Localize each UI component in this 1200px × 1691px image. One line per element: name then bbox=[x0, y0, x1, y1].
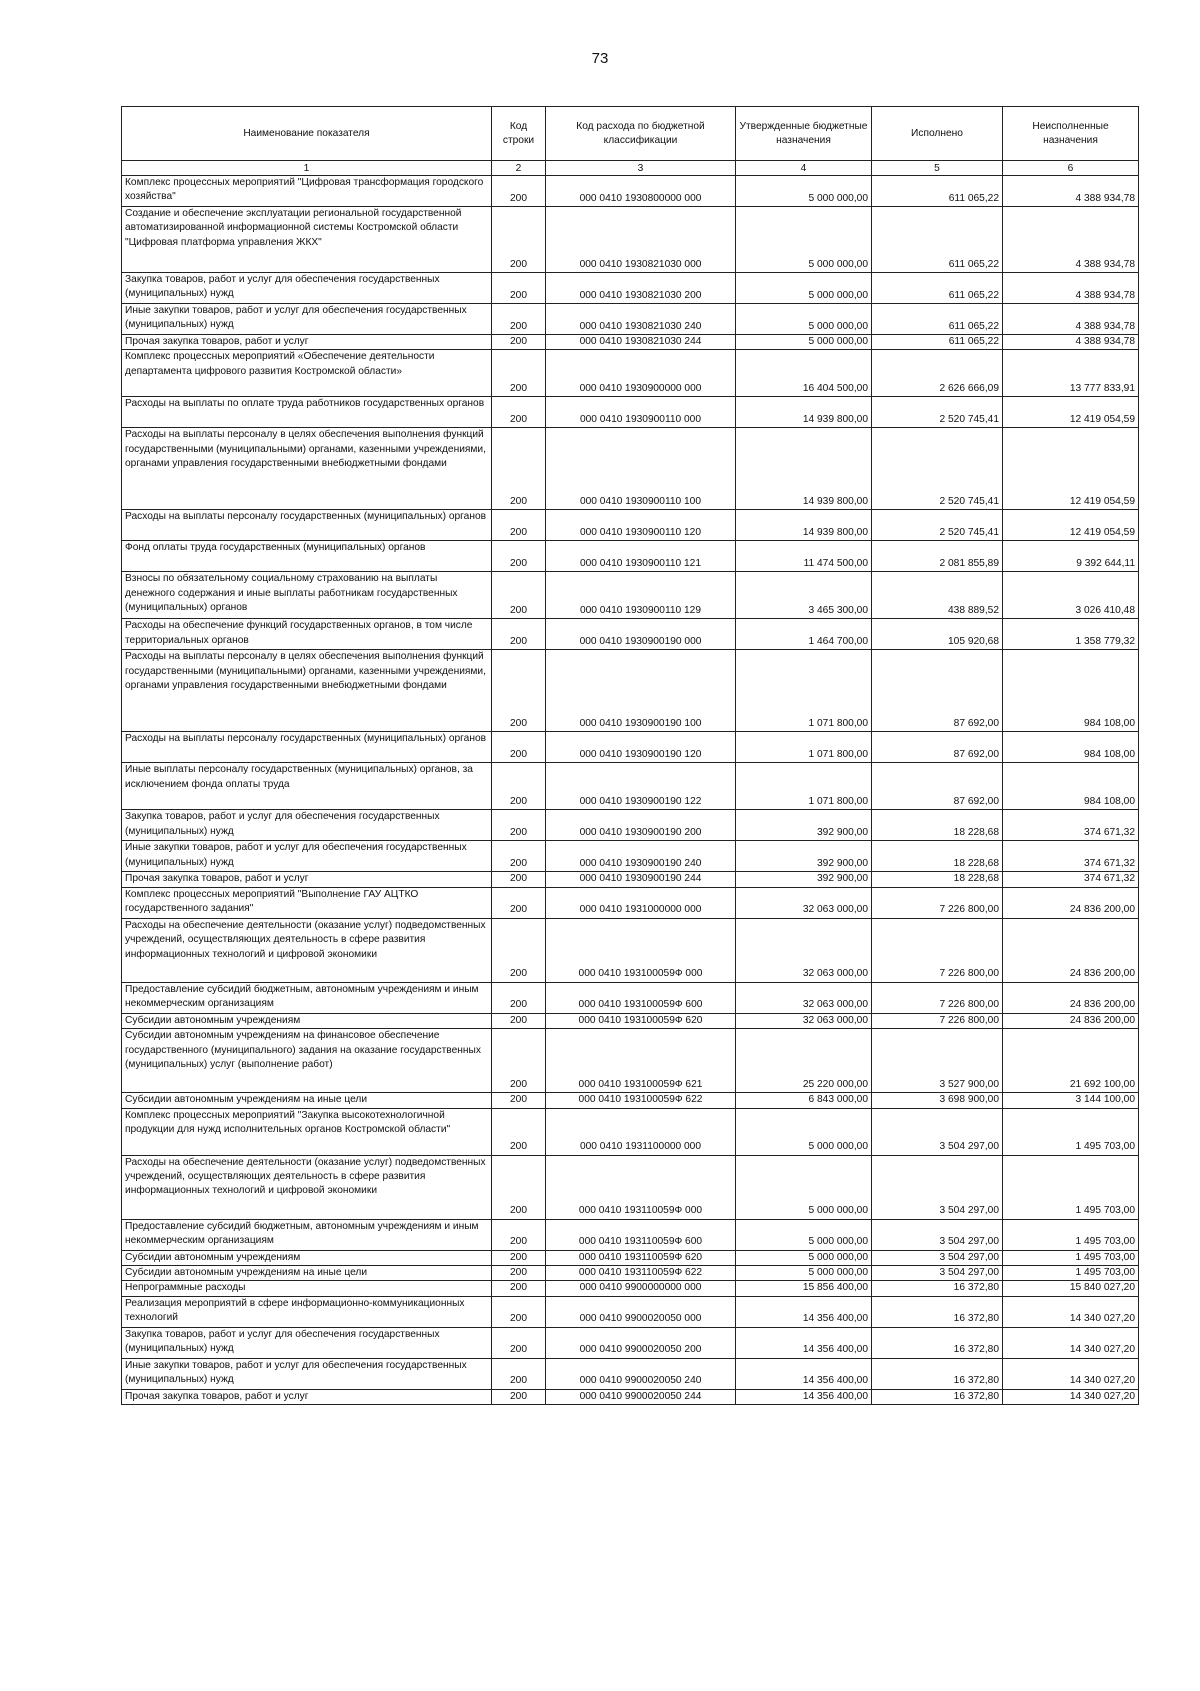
table-row bbox=[122, 1219, 1139, 1250]
indicator-name-cell: Создание и обеспечение эксплуатации региональной государственной автоматизированной информационной системы Костромской области "Цифровая платформа управления ЖКХ" bbox=[122, 207, 492, 273]
executed-amount-cell: 7 226 800,00 bbox=[872, 887, 1003, 918]
indicator-name-cell: Прочая закупка товаров, работ и услуг bbox=[122, 335, 492, 350]
executed-amount-cell: 3 698 900,00 bbox=[872, 1093, 1003, 1108]
executed-amount-cell: 105 920,68 bbox=[872, 619, 1003, 650]
indicator-name-cell: Фонд оплаты труда государственных (муниципальных) органов bbox=[122, 541, 492, 572]
unexecuted-amount-cell: 374 671,32 bbox=[1003, 810, 1139, 841]
line-code-cell: 200 bbox=[492, 1108, 546, 1155]
classification-code-cell: 000 0410 193100059Ф 620 bbox=[546, 1013, 736, 1028]
line-code-cell: 200 bbox=[492, 572, 546, 619]
header-code: Код строки bbox=[492, 107, 546, 161]
line-code-cell: 200 bbox=[492, 1013, 546, 1028]
indicator-name-cell: Расходы на выплаты персоналу в целях обеспечения выполнения функций государственными (муниципальными) органами, казенными учреждениями, органами управления государственными внебюджетными фондами bbox=[122, 650, 492, 732]
unexecuted-amount-cell: 1 495 703,00 bbox=[1003, 1250, 1139, 1265]
header-unexecuted: Неисполненные назначения bbox=[1003, 107, 1139, 161]
unexecuted-amount-cell: 984 108,00 bbox=[1003, 763, 1139, 810]
classification-code-cell: 000 0410 1930900110 121 bbox=[546, 541, 736, 572]
line-code-cell: 200 bbox=[492, 1327, 546, 1358]
unexecuted-amount-cell: 374 671,32 bbox=[1003, 841, 1139, 872]
classification-code-cell: 000 0410 1930821030 240 bbox=[546, 304, 736, 335]
unexecuted-amount-cell: 3 026 410,48 bbox=[1003, 572, 1139, 619]
classification-code-cell: 000 0410 1930821030 000 bbox=[546, 207, 736, 273]
executed-amount-cell: 3 504 297,00 bbox=[872, 1219, 1003, 1250]
approved-amount-cell: 3 465 300,00 bbox=[736, 572, 872, 619]
classification-code-cell: 000 0410 193100059Ф 621 bbox=[546, 1029, 736, 1093]
indicator-name-cell: Непрограммные расходы bbox=[122, 1281, 492, 1296]
executed-amount-cell: 16 372,80 bbox=[872, 1296, 1003, 1327]
classification-code-cell: 000 0410 9900020050 200 bbox=[546, 1327, 736, 1358]
approved-amount-cell: 14 356 400,00 bbox=[736, 1327, 872, 1358]
approved-amount-cell: 32 063 000,00 bbox=[736, 887, 872, 918]
approved-amount-cell: 32 063 000,00 bbox=[736, 1013, 872, 1028]
line-code-cell: 200 bbox=[492, 918, 546, 982]
column-number: 3 bbox=[546, 161, 736, 176]
unexecuted-amount-cell: 1 495 703,00 bbox=[1003, 1108, 1139, 1155]
column-number: 6 bbox=[1003, 161, 1139, 176]
indicator-name-cell: Реализация мероприятий в сфере информационно-коммуникационных технологий bbox=[122, 1296, 492, 1327]
indicator-name-cell: Расходы на выплаты персоналу в целях обеспечения выполнения функций государственными (муниципальными) органами, казенными учреждениями, органами управления государственными внебюджетными фондами bbox=[122, 428, 492, 510]
header-classification: Код расхода по бюджетной классификации bbox=[546, 107, 736, 161]
classification-code-cell: 000 0410 193100059Ф 000 bbox=[546, 918, 736, 982]
classification-code-cell: 000 0410 1930900190 240 bbox=[546, 841, 736, 872]
line-code-cell: 200 bbox=[492, 176, 546, 207]
table-row bbox=[122, 1296, 1139, 1327]
table-row bbox=[122, 841, 1139, 872]
classification-code-cell: 000 0410 1930900110 000 bbox=[546, 397, 736, 428]
executed-amount-cell: 3 504 297,00 bbox=[872, 1250, 1003, 1265]
line-code-cell: 200 bbox=[492, 810, 546, 841]
indicator-name-cell: Иные выплаты персоналу государственных (муниципальных) органов, за исключением фонда оплаты труда bbox=[122, 763, 492, 810]
approved-amount-cell: 5 000 000,00 bbox=[736, 335, 872, 350]
approved-amount-cell: 392 900,00 bbox=[736, 872, 872, 887]
classification-code-cell: 000 0410 193110059Ф 622 bbox=[546, 1266, 736, 1281]
line-code-cell: 200 bbox=[492, 841, 546, 872]
table-row bbox=[122, 304, 1139, 335]
indicator-name-cell: Прочая закупка товаров, работ и услуг bbox=[122, 872, 492, 887]
executed-amount-cell: 7 226 800,00 bbox=[872, 982, 1003, 1013]
executed-amount-cell: 18 228,68 bbox=[872, 810, 1003, 841]
approved-amount-cell: 1 464 700,00 bbox=[736, 619, 872, 650]
approved-amount-cell: 6 843 000,00 bbox=[736, 1093, 872, 1108]
unexecuted-amount-cell: 3 144 100,00 bbox=[1003, 1093, 1139, 1108]
table-row bbox=[122, 541, 1139, 572]
line-code-cell: 200 bbox=[492, 428, 546, 510]
table-row bbox=[122, 176, 1139, 207]
unexecuted-amount-cell: 13 777 833,91 bbox=[1003, 350, 1139, 397]
table-row bbox=[122, 1250, 1139, 1265]
column-number: 1 bbox=[122, 161, 492, 176]
table-row bbox=[122, 1327, 1139, 1358]
column-number-row bbox=[122, 161, 1139, 176]
approved-amount-cell: 14 939 800,00 bbox=[736, 510, 872, 541]
approved-amount-cell: 392 900,00 bbox=[736, 841, 872, 872]
table-row bbox=[122, 273, 1139, 304]
executed-amount-cell: 611 065,22 bbox=[872, 304, 1003, 335]
table-body bbox=[122, 176, 1139, 1405]
classification-code-cell: 000 0410 1930900190 200 bbox=[546, 810, 736, 841]
table-row bbox=[122, 872, 1139, 887]
unexecuted-amount-cell: 4 388 934,78 bbox=[1003, 273, 1139, 304]
line-code-cell: 200 bbox=[492, 619, 546, 650]
classification-code-cell: 000 0410 193100059Ф 622 bbox=[546, 1093, 736, 1108]
unexecuted-amount-cell: 21 692 100,00 bbox=[1003, 1029, 1139, 1093]
line-code-cell: 200 bbox=[492, 982, 546, 1013]
unexecuted-amount-cell: 15 840 027,20 bbox=[1003, 1281, 1139, 1296]
unexecuted-amount-cell: 4 388 934,78 bbox=[1003, 335, 1139, 350]
line-code-cell: 200 bbox=[492, 510, 546, 541]
approved-amount-cell: 14 939 800,00 bbox=[736, 397, 872, 428]
line-code-cell: 200 bbox=[492, 650, 546, 732]
executed-amount-cell: 2 520 745,41 bbox=[872, 428, 1003, 510]
classification-code-cell: 000 0410 9900000000 000 bbox=[546, 1281, 736, 1296]
indicator-name-cell: Закупка товаров, работ и услуг для обеспечения государственных (муниципальных) нужд bbox=[122, 810, 492, 841]
approved-amount-cell: 5 000 000,00 bbox=[736, 1219, 872, 1250]
table-row bbox=[122, 763, 1139, 810]
line-code-cell: 200 bbox=[492, 1281, 546, 1296]
table-row bbox=[122, 397, 1139, 428]
line-code-cell: 200 bbox=[492, 1358, 546, 1389]
line-code-cell: 200 bbox=[492, 335, 546, 350]
unexecuted-amount-cell: 14 340 027,20 bbox=[1003, 1389, 1139, 1404]
executed-amount-cell: 3 504 297,00 bbox=[872, 1266, 1003, 1281]
executed-amount-cell: 611 065,22 bbox=[872, 207, 1003, 273]
classification-code-cell: 000 0410 193100059Ф 600 bbox=[546, 982, 736, 1013]
line-code-cell: 200 bbox=[492, 732, 546, 763]
classification-code-cell: 000 0410 1931100000 000 bbox=[546, 1108, 736, 1155]
table-row bbox=[122, 732, 1139, 763]
column-number: 4 bbox=[736, 161, 872, 176]
approved-amount-cell: 5 000 000,00 bbox=[736, 176, 872, 207]
indicator-name-cell: Прочая закупка товаров, работ и услуг bbox=[122, 1389, 492, 1404]
indicator-name-cell: Субсидии автономным учреждениям на иные цели bbox=[122, 1093, 492, 1108]
table-row bbox=[122, 650, 1139, 732]
executed-amount-cell: 2 520 745,41 bbox=[872, 510, 1003, 541]
table-row bbox=[122, 1093, 1139, 1108]
table-row bbox=[122, 1108, 1139, 1155]
table-row bbox=[122, 1266, 1139, 1281]
line-code-cell: 200 bbox=[492, 1219, 546, 1250]
unexecuted-amount-cell: 14 340 027,20 bbox=[1003, 1358, 1139, 1389]
budget-execution-table bbox=[121, 106, 1139, 1405]
classification-code-cell: 000 0410 1930900190 000 bbox=[546, 619, 736, 650]
unexecuted-amount-cell: 12 419 054,59 bbox=[1003, 510, 1139, 541]
executed-amount-cell: 3 504 297,00 bbox=[872, 1155, 1003, 1219]
classification-code-cell: 000 0410 1930821030 244 bbox=[546, 335, 736, 350]
executed-amount-cell: 2 520 745,41 bbox=[872, 397, 1003, 428]
table-row bbox=[122, 1013, 1139, 1028]
indicator-name-cell: Комплекс процессных мероприятий "Закупка высокотехнологичной продукции для нужд исполнительных органов Костромской области" bbox=[122, 1108, 492, 1155]
approved-amount-cell: 14 939 800,00 bbox=[736, 428, 872, 510]
approved-amount-cell: 15 856 400,00 bbox=[736, 1281, 872, 1296]
table-row bbox=[122, 810, 1139, 841]
line-code-cell: 200 bbox=[492, 273, 546, 304]
unexecuted-amount-cell: 374 671,32 bbox=[1003, 872, 1139, 887]
indicator-name-cell: Расходы на выплаты персоналу государственных (муниципальных) органов bbox=[122, 732, 492, 763]
classification-code-cell: 000 0410 193110059Ф 620 bbox=[546, 1250, 736, 1265]
approved-amount-cell: 14 356 400,00 bbox=[736, 1296, 872, 1327]
indicator-name-cell: Иные закупки товаров, работ и услуг для обеспечения государственных (муниципальных) нужд bbox=[122, 841, 492, 872]
executed-amount-cell: 16 372,80 bbox=[872, 1358, 1003, 1389]
indicator-name-cell: Предоставление субсидий бюджетным, автономным учреждениям и иным некоммерческим организациям bbox=[122, 1219, 492, 1250]
classification-code-cell: 000 0410 1930821030 200 bbox=[546, 273, 736, 304]
indicator-name-cell: Закупка товаров, работ и услуг для обеспечения государственных (муниципальных) нужд bbox=[122, 1327, 492, 1358]
indicator-name-cell: Расходы на выплаты персоналу государственных (муниципальных) органов bbox=[122, 510, 492, 541]
classification-code-cell: 000 0410 1930900190 244 bbox=[546, 872, 736, 887]
table-row bbox=[122, 335, 1139, 350]
line-code-cell: 200 bbox=[492, 207, 546, 273]
executed-amount-cell: 7 226 800,00 bbox=[872, 918, 1003, 982]
line-code-cell: 200 bbox=[492, 1029, 546, 1093]
executed-amount-cell: 3 527 900,00 bbox=[872, 1029, 1003, 1093]
executed-amount-cell: 2 081 855,89 bbox=[872, 541, 1003, 572]
executed-amount-cell: 438 889,52 bbox=[872, 572, 1003, 619]
classification-code-cell: 000 0410 1930900110 120 bbox=[546, 510, 736, 541]
unexecuted-amount-cell: 4 388 934,78 bbox=[1003, 176, 1139, 207]
table-row bbox=[122, 1389, 1139, 1404]
line-code-cell: 200 bbox=[492, 1296, 546, 1327]
table-row bbox=[122, 982, 1139, 1013]
classification-code-cell: 000 0410 9900020050 244 bbox=[546, 1389, 736, 1404]
executed-amount-cell: 16 372,80 bbox=[872, 1281, 1003, 1296]
indicator-name-cell: Взносы по обязательному социальному страхованию на выплаты денежного содержания и иные выплаты работникам государственных (муниципальных) органов bbox=[122, 572, 492, 619]
indicator-name-cell: Расходы на обеспечение деятельности (оказание услуг) подведомственных учреждений, осуществляющих деятельность в сфере развития информационных технологий и цифровой экономики bbox=[122, 918, 492, 982]
table-header-row bbox=[122, 107, 1139, 161]
executed-amount-cell: 18 228,68 bbox=[872, 841, 1003, 872]
classification-code-cell: 000 0410 193110059Ф 000 bbox=[546, 1155, 736, 1219]
column-number: 5 bbox=[872, 161, 1003, 176]
indicator-name-cell: Комплекс процессных мероприятий «Обеспечение деятельности департамента цифрового развития Костромской области» bbox=[122, 350, 492, 397]
indicator-name-cell: Расходы на обеспечение функций государственных органов, в том числе территориальных органов bbox=[122, 619, 492, 650]
approved-amount-cell: 32 063 000,00 bbox=[736, 982, 872, 1013]
executed-amount-cell: 18 228,68 bbox=[872, 872, 1003, 887]
unexecuted-amount-cell: 24 836 200,00 bbox=[1003, 887, 1139, 918]
classification-code-cell: 000 0410 9900020050 000 bbox=[546, 1296, 736, 1327]
line-code-cell: 200 bbox=[492, 872, 546, 887]
classification-code-cell: 000 0410 1930800000 000 bbox=[546, 176, 736, 207]
table-row bbox=[122, 572, 1139, 619]
classification-code-cell: 000 0410 1930900190 100 bbox=[546, 650, 736, 732]
header-approved: Утвержденные бюджетные назначения bbox=[736, 107, 872, 161]
line-code-cell: 200 bbox=[492, 763, 546, 810]
classification-code-cell: 000 0410 9900020050 240 bbox=[546, 1358, 736, 1389]
header-name: Наименование показателя bbox=[122, 107, 492, 161]
header-executed: Исполнено bbox=[872, 107, 1003, 161]
approved-amount-cell: 1 071 800,00 bbox=[736, 763, 872, 810]
executed-amount-cell: 2 626 666,09 bbox=[872, 350, 1003, 397]
line-code-cell: 200 bbox=[492, 1266, 546, 1281]
indicator-name-cell: Субсидии автономным учреждениям на финансовое обеспечение государственного (муниципального) задания на оказание государственных (муниципальных) услуг (выполнение работ) bbox=[122, 1029, 492, 1093]
unexecuted-amount-cell: 1 495 703,00 bbox=[1003, 1266, 1139, 1281]
indicator-name-cell: Иные закупки товаров, работ и услуг для обеспечения государственных (муниципальных) нужд bbox=[122, 304, 492, 335]
approved-amount-cell: 392 900,00 bbox=[736, 810, 872, 841]
unexecuted-amount-cell: 984 108,00 bbox=[1003, 650, 1139, 732]
table-row bbox=[122, 510, 1139, 541]
approved-amount-cell: 14 356 400,00 bbox=[736, 1358, 872, 1389]
executed-amount-cell: 3 504 297,00 bbox=[872, 1108, 1003, 1155]
indicator-name-cell: Субсидии автономным учреждениям на иные цели bbox=[122, 1266, 492, 1281]
table-row bbox=[122, 1029, 1139, 1093]
unexecuted-amount-cell: 12 419 054,59 bbox=[1003, 397, 1139, 428]
unexecuted-amount-cell: 1 495 703,00 bbox=[1003, 1155, 1139, 1219]
executed-amount-cell: 16 372,80 bbox=[872, 1327, 1003, 1358]
classification-code-cell: 000 0410 1931000000 000 bbox=[546, 887, 736, 918]
table-row bbox=[122, 1155, 1139, 1219]
executed-amount-cell: 87 692,00 bbox=[872, 650, 1003, 732]
indicator-name-cell: Предоставление субсидий бюджетным, автономным учреждениям и иным некоммерческим организациям bbox=[122, 982, 492, 1013]
unexecuted-amount-cell: 1 358 779,32 bbox=[1003, 619, 1139, 650]
column-number: 2 bbox=[492, 161, 546, 176]
executed-amount-cell: 16 372,80 bbox=[872, 1389, 1003, 1404]
classification-code-cell: 000 0410 1930900190 120 bbox=[546, 732, 736, 763]
approved-amount-cell: 5 000 000,00 bbox=[736, 1108, 872, 1155]
table-row bbox=[122, 1281, 1139, 1296]
line-code-cell: 200 bbox=[492, 1093, 546, 1108]
indicator-name-cell: Субсидии автономным учреждениям bbox=[122, 1250, 492, 1265]
line-code-cell: 200 bbox=[492, 1389, 546, 1404]
unexecuted-amount-cell: 12 419 054,59 bbox=[1003, 428, 1139, 510]
table-row bbox=[122, 207, 1139, 273]
unexecuted-amount-cell: 4 388 934,78 bbox=[1003, 304, 1139, 335]
unexecuted-amount-cell: 24 836 200,00 bbox=[1003, 1013, 1139, 1028]
executed-amount-cell: 611 065,22 bbox=[872, 335, 1003, 350]
table-row bbox=[122, 350, 1139, 397]
table-row bbox=[122, 1358, 1139, 1389]
approved-amount-cell: 5 000 000,00 bbox=[736, 1266, 872, 1281]
approved-amount-cell: 1 071 800,00 bbox=[736, 650, 872, 732]
table-row bbox=[122, 887, 1139, 918]
approved-amount-cell: 1 071 800,00 bbox=[736, 732, 872, 763]
executed-amount-cell: 611 065,22 bbox=[872, 176, 1003, 207]
approved-amount-cell: 32 063 000,00 bbox=[736, 918, 872, 982]
table-row bbox=[122, 918, 1139, 982]
indicator-name-cell: Закупка товаров, работ и услуг для обеспечения государственных (муниципальных) нужд bbox=[122, 273, 492, 304]
indicator-name-cell: Субсидии автономным учреждениям bbox=[122, 1013, 492, 1028]
executed-amount-cell: 7 226 800,00 bbox=[872, 1013, 1003, 1028]
approved-amount-cell: 5 000 000,00 bbox=[736, 207, 872, 273]
classification-code-cell: 000 0410 1930900190 122 bbox=[546, 763, 736, 810]
page-number: 73 bbox=[591, 50, 609, 67]
classification-code-cell: 000 0410 1930900110 100 bbox=[546, 428, 736, 510]
approved-amount-cell: 5 000 000,00 bbox=[736, 1250, 872, 1265]
executed-amount-cell: 87 692,00 bbox=[872, 763, 1003, 810]
indicator-name-cell: Расходы на выплаты по оплате труда работников государственных органов bbox=[122, 397, 492, 428]
indicator-name-cell: Расходы на обеспечение деятельности (оказание услуг) подведомственных учреждений, осуществляющих деятельность в сфере развития информационных технологий и цифровой экономики bbox=[122, 1155, 492, 1219]
approved-amount-cell: 5 000 000,00 bbox=[736, 304, 872, 335]
approved-amount-cell: 16 404 500,00 bbox=[736, 350, 872, 397]
unexecuted-amount-cell: 24 836 200,00 bbox=[1003, 918, 1139, 982]
approved-amount-cell: 5 000 000,00 bbox=[736, 1155, 872, 1219]
indicator-name-cell: Комплекс процессных мероприятий "Выполнение ГАУ АЦТКО государственного задания" bbox=[122, 887, 492, 918]
line-code-cell: 200 bbox=[492, 397, 546, 428]
line-code-cell: 200 bbox=[492, 541, 546, 572]
unexecuted-amount-cell: 984 108,00 bbox=[1003, 732, 1139, 763]
approved-amount-cell: 11 474 500,00 bbox=[736, 541, 872, 572]
unexecuted-amount-cell: 9 392 644,11 bbox=[1003, 541, 1139, 572]
line-code-cell: 200 bbox=[492, 887, 546, 918]
unexecuted-amount-cell: 4 388 934,78 bbox=[1003, 207, 1139, 273]
unexecuted-amount-cell: 14 340 027,20 bbox=[1003, 1327, 1139, 1358]
unexecuted-amount-cell: 14 340 027,20 bbox=[1003, 1296, 1139, 1327]
unexecuted-amount-cell: 1 495 703,00 bbox=[1003, 1219, 1139, 1250]
table-row bbox=[122, 619, 1139, 650]
executed-amount-cell: 611 065,22 bbox=[872, 273, 1003, 304]
indicator-name-cell: Иные закупки товаров, работ и услуг для обеспечения государственных (муниципальных) нужд bbox=[122, 1358, 492, 1389]
classification-code-cell: 000 0410 1930900000 000 bbox=[546, 350, 736, 397]
executed-amount-cell: 87 692,00 bbox=[872, 732, 1003, 763]
line-code-cell: 200 bbox=[492, 304, 546, 335]
line-code-cell: 200 bbox=[492, 1155, 546, 1219]
classification-code-cell: 000 0410 193110059Ф 600 bbox=[546, 1219, 736, 1250]
table-row bbox=[122, 428, 1139, 510]
indicator-name-cell: Комплекс процессных мероприятий "Цифровая трансформация городского хозяйства" bbox=[122, 176, 492, 207]
line-code-cell: 200 bbox=[492, 1250, 546, 1265]
unexecuted-amount-cell: 24 836 200,00 bbox=[1003, 982, 1139, 1013]
line-code-cell: 200 bbox=[492, 350, 546, 397]
approved-amount-cell: 25 220 000,00 bbox=[736, 1029, 872, 1093]
classification-code-cell: 000 0410 1930900110 129 bbox=[546, 572, 736, 619]
approved-amount-cell: 14 356 400,00 bbox=[736, 1389, 872, 1404]
approved-amount-cell: 5 000 000,00 bbox=[736, 273, 872, 304]
